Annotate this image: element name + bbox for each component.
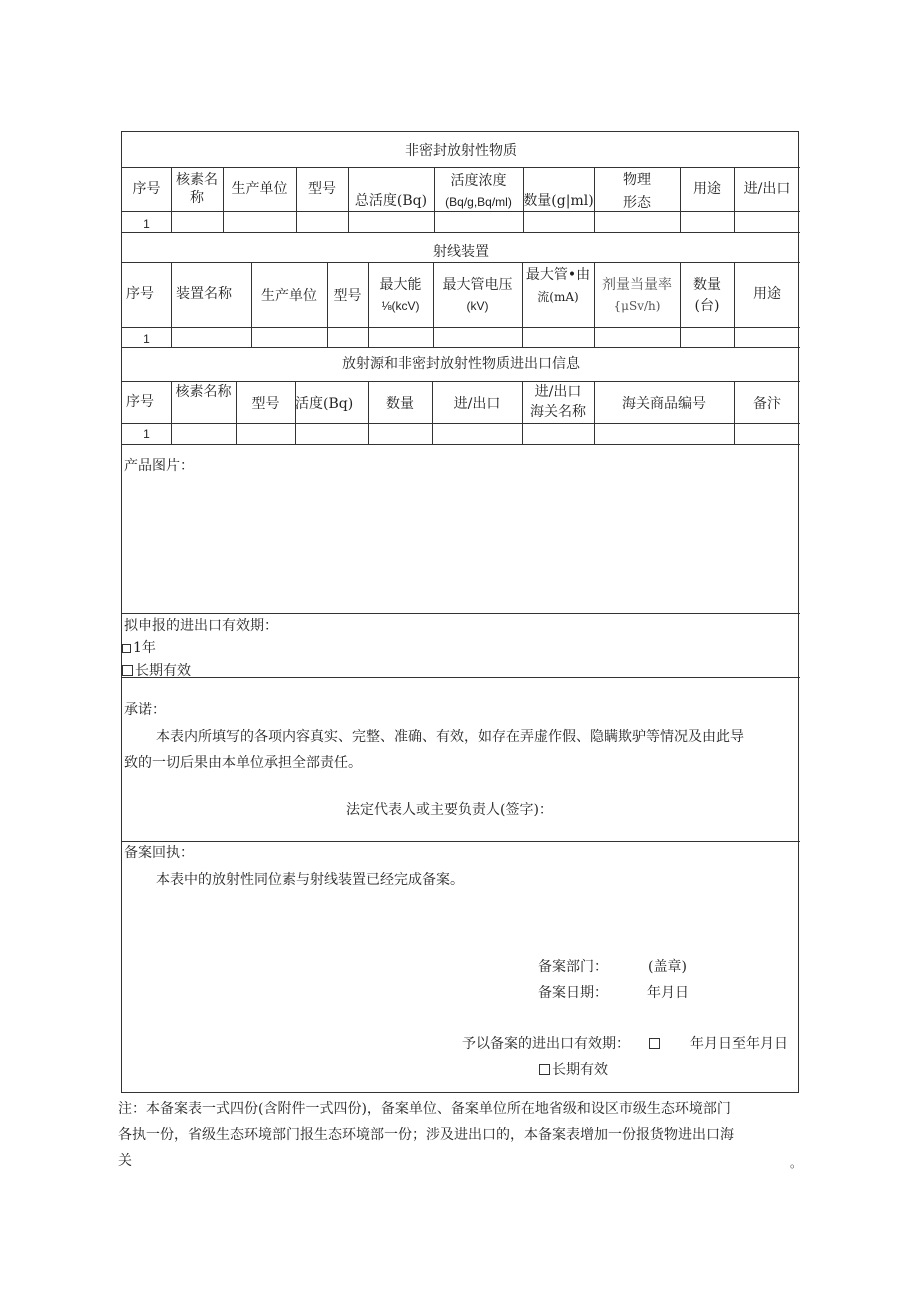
section3-title: 放射源和非密封放射性物质进出口信息 — [342, 356, 580, 372]
col-header-usage: 用途 — [693, 181, 721, 197]
col-header-activity-conc: 活度浓度 — [450, 173, 507, 189]
filing-form — [121, 131, 799, 1093]
col-header-activity-conc-unit: (Bq/g,Bq/ml) — [445, 195, 512, 209]
approved-validity-range: 年月日至年月日 — [690, 1036, 788, 1052]
section1-title: 非密封放射性物质 — [405, 143, 517, 159]
section2-title: 射线装置 — [433, 244, 489, 260]
col-header-nuclide: 核素名称 — [175, 384, 232, 400]
col-header-customs-io: 进/出口 — [534, 384, 582, 400]
promise-label: 承诺： — [124, 702, 166, 718]
filing-date-value: 年月日 — [647, 985, 689, 1001]
approved-validity-label: 予以备案的进出口有效期： — [462, 1036, 630, 1052]
col-header-dose-rate: 剂量当量率 — [602, 277, 672, 293]
col-header-remarks: 备汴 — [753, 396, 781, 412]
row-number: 1 — [143, 332, 150, 346]
validity-option-long-term[interactable]: 长期有效 — [122, 661, 191, 681]
row-number: 1 — [143, 217, 150, 231]
row-divider — [122, 613, 800, 614]
product-image-label: 产品图片： — [124, 458, 194, 474]
col-header-customs-name: 海关名称 — [530, 404, 586, 420]
row-divider — [122, 347, 800, 348]
col-header-max-current: 最大管•由 — [525, 267, 591, 283]
col-header-model: 型号 — [333, 288, 362, 304]
col-header-import-export: 进/出口 — [743, 181, 791, 197]
col-header-import-export: 进/出口 — [453, 396, 501, 412]
footnote-line2: 各执一份，省级生态环境部门报生态环境部一份；涉及进出口的，本备案表增加一份报货物进出口海 — [118, 1127, 734, 1143]
col-header-seq: 序号 — [126, 394, 154, 410]
approved-long-term-option[interactable]: 长期有效 — [539, 1060, 608, 1080]
col-divider — [734, 262, 735, 347]
col-divider — [296, 167, 297, 232]
checkbox-icon — [122, 665, 133, 676]
checkbox-icon — [539, 1064, 550, 1075]
col-header-activity: 活度(Bq) — [295, 396, 354, 412]
col-divider — [223, 167, 224, 232]
col-header-max-current-unit: 流(mA) — [537, 290, 579, 304]
col-header-dose-rate-unit: {μSv/h) — [613, 299, 661, 313]
col-divider — [680, 167, 681, 232]
row-divider — [122, 232, 800, 233]
footnote-line1: 注：本备案表一式四份(含附件一式四份)，备案单位、备案单位所在地省级和设区市级生态环境部门 — [118, 1101, 731, 1117]
col-header-total-activity: 总活度(Bq) — [354, 193, 428, 209]
col-header-manufacturer: 生产单位 — [231, 181, 288, 197]
col-header-seq: 序号 — [132, 181, 161, 197]
col-header-count: 数量 — [693, 277, 721, 293]
footnote-end-mark: 。 — [790, 1156, 803, 1170]
validity-label: 拟申报的进出口有效期： — [124, 618, 278, 634]
checkbox-icon — [649, 1038, 660, 1049]
col-header-manufacturer: 生产单位 — [261, 288, 317, 304]
row-divider — [122, 444, 800, 445]
col-divider — [171, 262, 172, 347]
signature-label: 法定代表人或主要负责人(签字)： — [346, 802, 553, 818]
seal-label: (盖章) — [648, 959, 687, 975]
row-divider — [122, 423, 800, 424]
filing-date-label: 备案日期： — [538, 985, 608, 1001]
col-header-physical: 物理 — [623, 172, 651, 188]
receipt-text: 本表中的放射性同位素与射线装置已经完成备案。 — [156, 872, 464, 888]
col-header-count-unit: (台) — [694, 298, 720, 314]
row-divider — [122, 677, 800, 678]
promise-text-line2: 致的一切后果由本单位承担全部责任。 — [124, 755, 362, 771]
col-header-max-energy: 最大能 — [379, 277, 422, 293]
col-divider — [734, 167, 735, 232]
col-header-quantity: 数量 — [386, 396, 414, 412]
col-header-max-voltage: 最大管电压 — [442, 277, 513, 293]
col-header-max-energy-unit: ⅛(kcV) — [381, 299, 420, 313]
row-divider — [122, 262, 800, 263]
checkbox-icon — [122, 644, 131, 653]
footnote-line3: 关 — [118, 1153, 132, 1169]
promise-text-line1: 本表内所填写的各项内容真实、完整、准确、有效，如存在弄虚作假、隐瞒欺驴等情况及由此导 — [156, 729, 744, 745]
col-header-device-name: 装置名称 — [176, 286, 232, 302]
filing-dept-label: 备案部门： — [538, 959, 608, 975]
col-header-max-voltage-unit: (kV) — [466, 299, 489, 313]
approved-validity-checkbox[interactable] — [649, 1034, 662, 1054]
row-number: 1 — [143, 427, 150, 441]
col-header-form: 形态 — [623, 195, 651, 211]
col-header-model: 型号 — [251, 396, 280, 412]
col-header-seq: 序号 — [126, 286, 154, 302]
validity-option-1y[interactable]: 1年 — [122, 638, 156, 658]
row-divider — [122, 841, 800, 842]
col-header-nuclide: 核素名称 — [176, 172, 218, 206]
row-divider — [122, 327, 800, 328]
col-header-quantity: 数量(g|ml) — [523, 193, 594, 209]
col-header-usage: 用途 — [753, 286, 781, 302]
receipt-label: 备案回执： — [124, 845, 194, 861]
col-header-hs-code: 海关商品编号 — [622, 396, 706, 412]
col-header-model: 型号 — [308, 181, 336, 197]
